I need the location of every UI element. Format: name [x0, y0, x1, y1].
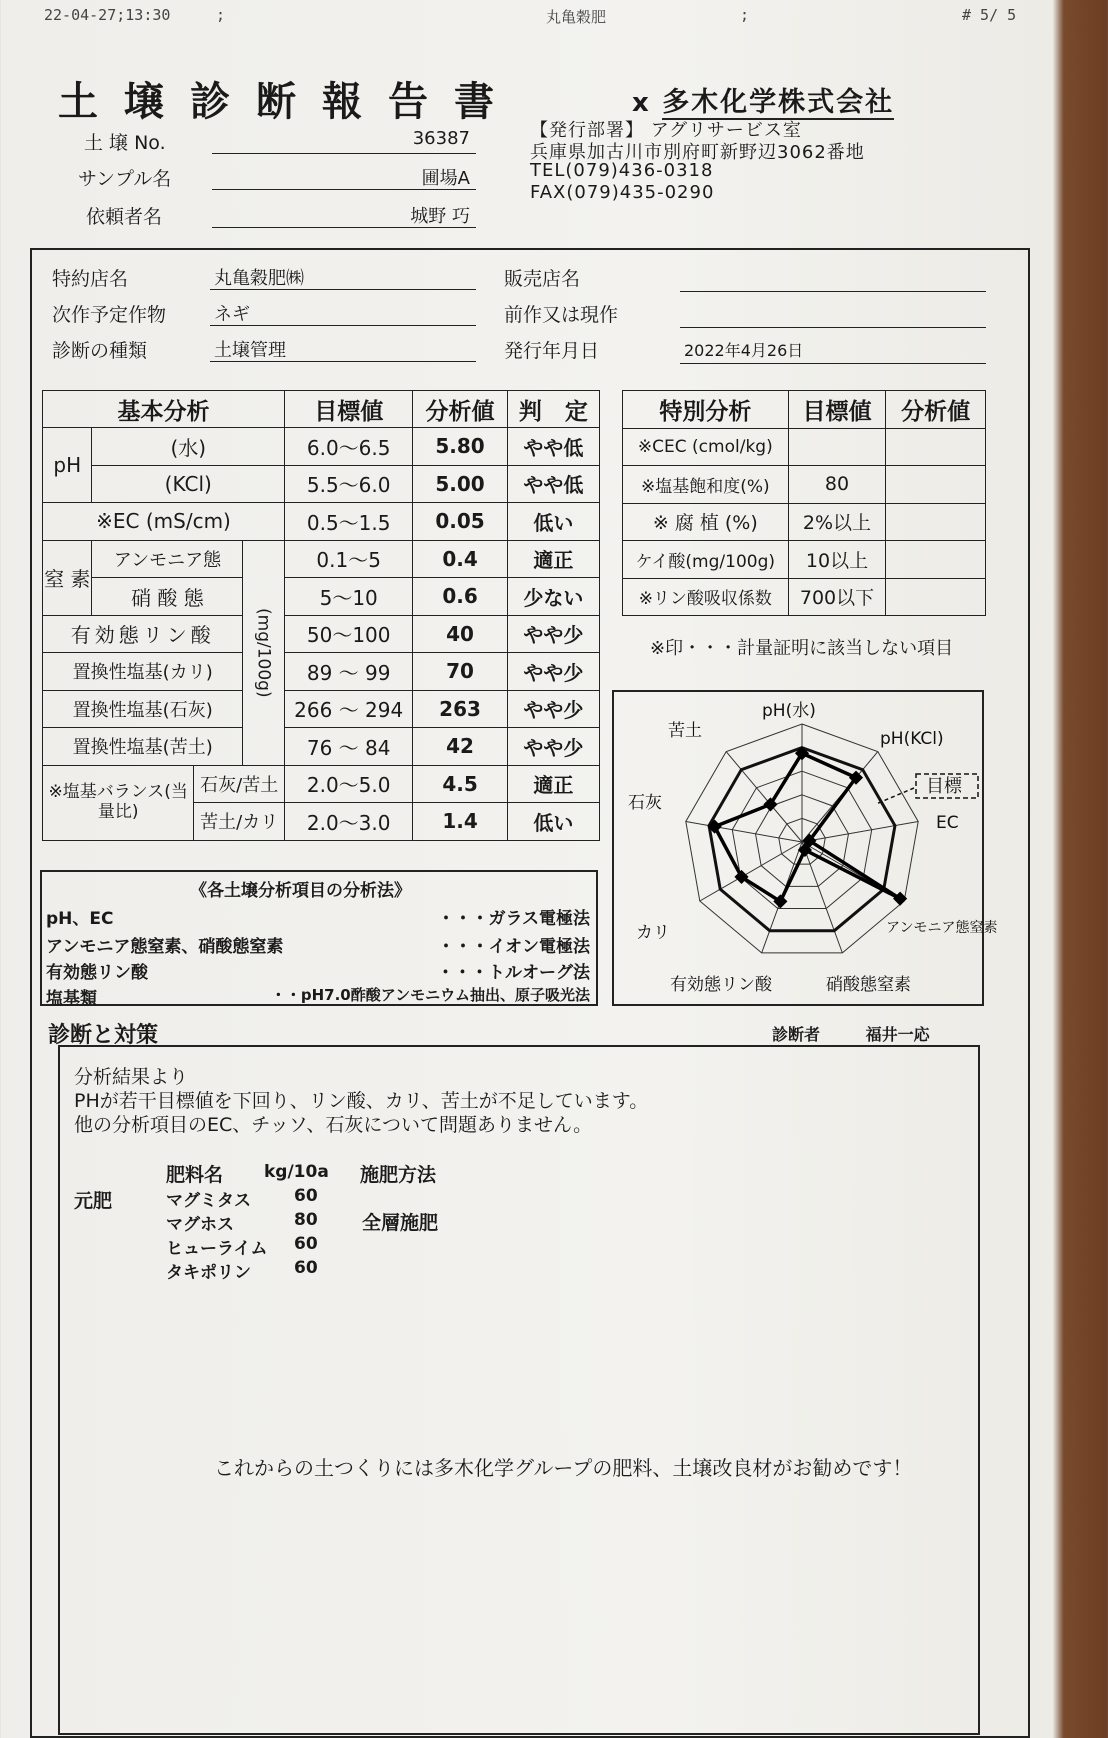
row-target: 2.0〜3.0	[285, 803, 413, 841]
table-row	[623, 578, 986, 616]
row-target: 80	[788, 466, 886, 504]
diagnosis-line: 他の分析項目のEC、チッソ、石灰について問題ありません。	[74, 1114, 593, 1136]
company-name-text: 多木化学株式会社	[662, 87, 895, 118]
radar-spoke	[686, 822, 802, 842]
row-item: アンモニア態	[92, 540, 243, 578]
dealer-label: 特約店名	[52, 268, 129, 290]
company-logo-icon: ⅹ	[632, 88, 651, 118]
table-row	[623, 541, 986, 579]
fertilizer-name: ヒューライム	[166, 1239, 268, 1259]
method-row	[46, 984, 592, 1009]
diagnostician-label: 診断者	[772, 1025, 821, 1044]
issuer-dept: 【発行部署】 アグリサービス室	[530, 120, 802, 141]
diagnosis-title: 診断と対策	[48, 1023, 159, 1048]
fertilizer-amount: 60	[294, 1234, 318, 1254]
method-row	[46, 958, 592, 983]
table-row	[43, 690, 600, 728]
table-row	[43, 765, 600, 803]
prev-crop-label: 前作又は現作	[504, 304, 619, 326]
method-row	[46, 904, 592, 929]
row-value	[886, 541, 986, 579]
fax-separator: ;	[216, 6, 226, 24]
issuer-address: 兵庫県加古川市別府町新野辺3062番地	[530, 142, 865, 163]
special-header-value: 分析値	[886, 391, 986, 429]
row-value	[886, 428, 986, 466]
diagnostician-name: 福井一応	[865, 1025, 930, 1044]
radar-axis-label: 有効態リン酸	[670, 975, 772, 995]
special-header-target: 目標値	[788, 391, 886, 429]
fax-sender: 丸亀穀肥	[546, 8, 607, 26]
row-target: 89 〜 99	[285, 653, 413, 691]
issuer-fax: FAX(079)435-0290	[530, 182, 715, 203]
requester-label: 依頼者名	[86, 206, 163, 228]
row-value	[886, 503, 986, 541]
row-target: 2%以上	[788, 503, 886, 541]
table-row	[43, 653, 600, 691]
radar-axis-label: アンモニア態窒素	[886, 920, 998, 936]
method-name: ・・pH7.0酢酸アンモニウム抽出、原子吸光法	[270, 986, 590, 1004]
row-value: 263	[413, 690, 507, 728]
row-item: 有効態リン酸	[43, 615, 243, 653]
fertilizer-amount: 80	[294, 1210, 318, 1230]
row-judge: 適正	[507, 765, 599, 803]
row-value: 42	[413, 728, 507, 766]
table-row	[43, 615, 600, 653]
shop-label: 販売店名	[504, 268, 581, 290]
table-header-row	[623, 391, 986, 429]
row-item: 石灰/苦土	[194, 765, 285, 803]
sample-value: 圃場A	[212, 164, 476, 190]
methods-box	[40, 870, 598, 1009]
table-header-row	[43, 391, 600, 428]
row-judge: やや少	[507, 615, 599, 653]
row-judge: やや低	[507, 428, 599, 466]
row-item: (水)	[92, 428, 285, 466]
row-item: ※塩基飽和度(%)	[623, 466, 789, 504]
basic-header-judge: 判 定	[507, 391, 599, 428]
fax-separator-2: ;	[740, 6, 750, 24]
table-row	[43, 578, 600, 616]
diagnostician	[772, 1022, 930, 1045]
table-row	[43, 540, 600, 578]
issue-date-label: 発行年月日	[504, 340, 600, 362]
method-item: アンモニア態窒素、硝酸態窒素	[46, 937, 284, 957]
fax-timestamp: 22-04-27;13:30	[44, 6, 171, 24]
row-item: ※ 腐 植 (%)	[623, 503, 789, 541]
row-item: ※CEC (cmol/kg)	[623, 428, 789, 466]
diagnosis-line: PHが若干目標値を下回り、リン酸、カリ、苦土が不足しています。	[74, 1090, 649, 1112]
diag-type-label: 診断の種類	[52, 340, 148, 362]
radar-axis-label: pH(水)	[762, 701, 816, 721]
row-target	[788, 428, 886, 466]
row-target: 76 〜 84	[285, 728, 413, 766]
requester-value: 城野 巧	[212, 202, 476, 228]
fert-header-method: 施肥方法	[360, 1164, 437, 1186]
radar-axis-label: pH(KCl)	[880, 729, 944, 749]
basal-label: 元肥	[74, 1190, 113, 1212]
row-item: 硝 酸 態	[92, 578, 243, 616]
radar-target-legend-label: 目標	[926, 776, 962, 797]
row-item: 置換性塩基(石灰)	[43, 690, 243, 728]
row-value: 70	[413, 653, 507, 691]
diagnosis-line: 分析結果より	[74, 1066, 189, 1088]
footer-slogan: これからの土つくりには多木化学グループの肥料、土壌改良材がお勧めです！	[214, 1456, 913, 1480]
ph-label: pH	[43, 428, 92, 503]
row-item: 苦土/カリ	[194, 803, 285, 841]
basic-header-target: 目標値	[285, 391, 413, 428]
row-judge: やや少	[507, 653, 599, 691]
radar-chart-box	[612, 690, 998, 1006]
row-judge: やや低	[507, 465, 599, 503]
row-item: 置換性塩基(カリ)	[43, 653, 243, 691]
table-row	[43, 503, 600, 541]
row-value: 40	[413, 615, 507, 653]
row-item: 置換性塩基(苦土)	[43, 728, 243, 766]
basic-header-item: 基本分析	[43, 391, 285, 428]
basic-analysis-table	[42, 390, 600, 841]
application-method: 全層施肥	[362, 1212, 439, 1234]
row-judge: やや少	[507, 728, 599, 766]
row-value: 0.4	[413, 540, 507, 578]
radar-axis-label: EC	[936, 813, 959, 833]
row-judge: 少ない	[507, 578, 599, 616]
next-crop-value: ネギ	[210, 300, 476, 326]
table-row	[623, 428, 986, 466]
soil-no-label: 土 壌 No.	[84, 132, 166, 154]
row-target: 50〜100	[285, 615, 413, 653]
row-item: (KCl)	[92, 465, 285, 503]
row-item: ケイ酸(mg/100g)	[623, 541, 789, 579]
balance-label: ※塩基バランス(当量比)	[43, 765, 194, 840]
row-item: ※EC (mS/cm)	[43, 503, 285, 541]
diagnosis-box	[58, 1045, 980, 1735]
special-header-item: 特別分析	[623, 391, 789, 429]
unit-label-text: (mg/100g)	[253, 607, 274, 698]
row-target: 6.0〜6.5	[285, 428, 413, 466]
sample-label: サンプル名	[78, 168, 172, 190]
row-target: 0.5〜1.5	[285, 503, 413, 541]
table-row	[623, 503, 986, 541]
fert-header-amount: kg/10a	[264, 1162, 329, 1182]
method-item: 有効態リン酸	[46, 963, 148, 983]
radar-chart	[614, 692, 998, 1004]
next-crop-label: 次作予定作物	[52, 304, 167, 326]
method-item: 塩基類	[46, 989, 97, 1009]
shop-value	[680, 266, 986, 292]
issuer-tel: TEL(079)436-0318	[530, 160, 714, 181]
row-target: 2.0〜5.0	[285, 765, 413, 803]
fertilizer-amount: 60	[294, 1258, 318, 1278]
row-value	[886, 466, 986, 504]
dealer-value: 丸亀穀肥㈱	[210, 264, 476, 290]
prev-crop-value	[680, 302, 986, 328]
row-judge: やや少	[507, 690, 599, 728]
row-target: 10以上	[788, 541, 886, 579]
fertilizer-name: マグホス	[166, 1215, 234, 1235]
nitrogen-label: 窒 素	[43, 540, 92, 615]
method-item: pH、EC	[46, 909, 114, 929]
radar-axis-label: 苦土	[668, 721, 702, 741]
unit-label	[243, 540, 285, 765]
report-title: 土壌診断報告書	[58, 78, 520, 125]
fert-header-name: 肥料名	[166, 1164, 224, 1186]
company-name	[632, 80, 894, 119]
row-value: 5.80	[413, 428, 507, 466]
row-target: 5〜10	[285, 578, 413, 616]
row-value: 0.05	[413, 503, 507, 541]
row-target: 0.1〜5	[285, 540, 413, 578]
row-target: 700以下	[788, 578, 886, 616]
soil-no-value: 36387	[212, 128, 476, 154]
row-judge: 低い	[507, 503, 599, 541]
method-name: ・・・イオン電極法	[437, 937, 590, 957]
radar-axis-label: 硝酸態窒素	[826, 975, 911, 995]
fax-page: # 5/ 5	[962, 6, 1017, 24]
radar-axis-label: カリ	[636, 923, 670, 943]
row-item: ※リン酸吸収係数	[623, 578, 789, 616]
basic-header-value: 分析値	[413, 391, 507, 428]
radar-spoke	[726, 752, 802, 842]
issue-date-value: 2022年4月26日	[680, 338, 986, 364]
radar-axis-label: 石灰	[628, 793, 662, 813]
diag-type-value: 土壌管理	[210, 336, 476, 362]
fertilizer-name: タキポリン	[166, 1263, 251, 1283]
method-name: ・・・トルオーグ法	[437, 963, 590, 983]
table-row	[43, 728, 600, 766]
special-analysis-table	[622, 390, 986, 616]
row-value: 5.00	[413, 465, 507, 503]
radar-target-arrow	[876, 788, 914, 804]
methods-title: 《各土壌分析項目の分析法》	[190, 881, 411, 901]
row-value: 1.4	[413, 803, 507, 841]
row-value: 4.5	[413, 765, 507, 803]
row-target: 5.5〜6.0	[285, 465, 413, 503]
table-row	[623, 466, 986, 504]
table-row	[43, 465, 600, 503]
certification-note: ※印・・・計量証明に該当しない項目	[650, 638, 954, 659]
fertilizer-amount: 60	[294, 1186, 318, 1206]
row-value: 0.6	[413, 578, 507, 616]
row-target: 266 〜 294	[285, 690, 413, 728]
table-row	[43, 428, 600, 466]
row-judge: 適正	[507, 540, 599, 578]
fertilizer-name: マグミタス	[166, 1191, 251, 1211]
method-name: ・・・ガラス電極法	[437, 909, 590, 929]
row-judge: 低い	[507, 803, 599, 841]
row-value	[886, 578, 986, 616]
method-row	[46, 932, 592, 957]
